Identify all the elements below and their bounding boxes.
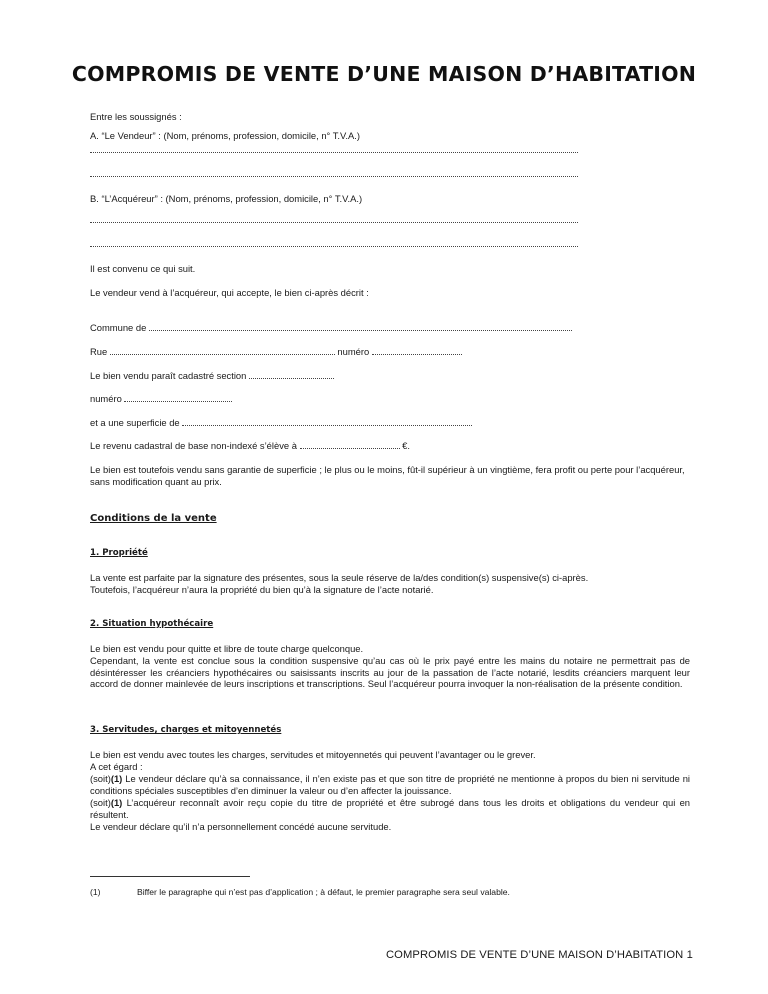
- section-3-paragraph-2: A cet égard :: [90, 761, 143, 772]
- street-number-label: numéro: [337, 346, 370, 357]
- conditions-heading: Conditions de la vente: [90, 513, 217, 524]
- section-2-heading: 2. Situation hypothécaire: [90, 619, 214, 629]
- parcel-number-field: [90, 393, 690, 405]
- surface-field: [90, 417, 690, 429]
- section-2-paragraph-1: Le bien est vendu pour quitte et libre de toute charge quelconque.: [90, 643, 364, 654]
- party-a-label: A. “Le Vendeur” : (Nom, prénoms, profession, domicile, n° T.V.A.): [90, 130, 361, 141]
- street-number-blank: [372, 346, 462, 355]
- page-number: 1: [686, 949, 693, 961]
- section-3-paragraph-1: Le bien est vendu avec toutes les charges, servitudes et mitoyennetés qui peuvent l’avantager ou le grever.: [90, 749, 536, 760]
- footer-title: COMPROMIS DE VENTE D’UNE MAISON D’HABITATION: [386, 949, 684, 961]
- option-1-text: Le vendeur déclare qu’à sa connaissance, il n’en existe pas et que son titre de propriété ne mentionne à propos du bien ni servitude ni conditions spéciales susceptibles d’en diminuer la valeur ou d’en affecter la jouissance.: [90, 773, 690, 796]
- section-1-paragraph-1: La vente est parfaite par la signature des présentes, sous la seule réserve de la/des condition(s) suspensive(s) ci-après.: [90, 572, 589, 583]
- party-b-line-1: [90, 222, 578, 223]
- footnote-number: (1): [90, 887, 101, 897]
- surface-guarantee-paragraph: Le bien est toutefois vendu sans garantie de superficie ; le plus ou le moins, fût-il supérieur à un vingtième, fera profit ou perte pour l’acquéreur, sans modification quant au prix.: [90, 464, 685, 487]
- street-label: Rue: [90, 346, 108, 357]
- cadastral-income-field: [90, 440, 690, 452]
- option-1-prefix: (soit): [90, 773, 111, 784]
- document-title: COMPROMIS DE VENTE D’UNE MAISON D’HABITATION: [71, 62, 697, 86]
- party-b-label: B. “L’Acquéreur” : (Nom, prénoms, profession, domicile, n° T.V.A.): [90, 193, 363, 204]
- parcel-number-label: numéro: [90, 393, 122, 404]
- section-3-paragraph-5: Le vendeur déclare qu’il n’a personnellement concédé aucune servitude.: [90, 821, 392, 832]
- option-2-text: L’acquéreur reconnaît avoir reçu copie du titre de propriété et être subrogé dans tous les droits et obligations du vendeur qui en résultent.: [90, 797, 690, 820]
- section-2-paragraph-2: Cependant, la vente est conclue sous la condition suspensive qu’au cas où le prix payé entre les mains du notaire ne permettrait pas de désintéresser les créanciers hypothécaires ou saisissants inscrits au jour de la passation de l’acte notarié, lesdits créanciers marquent leur accord de donner mainlevée de leurs inscriptions et transcriptions. Seul l’acquéreur pourra invoquer la non-réalisation de la présente condition.: [90, 655, 690, 690]
- commune-blank: [149, 322, 572, 331]
- cadastral-income-label: Le revenu cadastral de base non-indexé s’élève à: [90, 440, 297, 451]
- section-3-heading: 3. Servitudes, charges et mitoyennetés: [90, 725, 282, 735]
- street-blank: [110, 346, 335, 355]
- option-2-footnote-ref: (1): [110, 797, 123, 808]
- section-1-paragraph-2: Toutefois, l’acquéreur n’aura la propriété du bien qu’à la signature de l’acte notarié.: [90, 584, 434, 595]
- cadastre-field: [90, 370, 690, 382]
- section-1-heading: 1. Propriété: [90, 548, 148, 558]
- page-footer: [386, 949, 693, 961]
- street-field: [90, 346, 690, 358]
- footnote-separator: [90, 876, 250, 877]
- agreed-text: Il est convenu ce qui suit.: [90, 263, 196, 274]
- party-b-line-2: [90, 246, 578, 247]
- party-a-line-1: [90, 152, 578, 153]
- commune-field: [90, 322, 690, 334]
- cadastre-blank: [249, 370, 334, 379]
- parcel-number-blank: [124, 393, 232, 402]
- section-3-option-1: [90, 773, 690, 796]
- surface-label: et a une superficie de: [90, 417, 180, 428]
- section-3-option-2: [90, 797, 690, 820]
- party-a-line-2: [90, 176, 578, 177]
- footnote-text: Biffer le paragraphe qui n’est pas d’application ; à défaut, le premier paragraphe sera seul valable.: [137, 887, 510, 897]
- option-2-prefix: (soit): [90, 797, 111, 808]
- sells-text: Le vendeur vend à l’acquéreur, qui accepte, le bien ci-après décrit :: [90, 287, 369, 298]
- intro-text: Entre les soussignés :: [90, 111, 182, 122]
- surface-blank: [182, 417, 472, 426]
- currency-label: €.: [402, 440, 410, 451]
- option-1-footnote-ref: (1): [110, 773, 123, 784]
- cadastre-label: Le bien vendu paraît cadastré section: [90, 370, 247, 381]
- cadastral-income-blank: [300, 440, 400, 449]
- commune-label: Commune de: [90, 322, 147, 333]
